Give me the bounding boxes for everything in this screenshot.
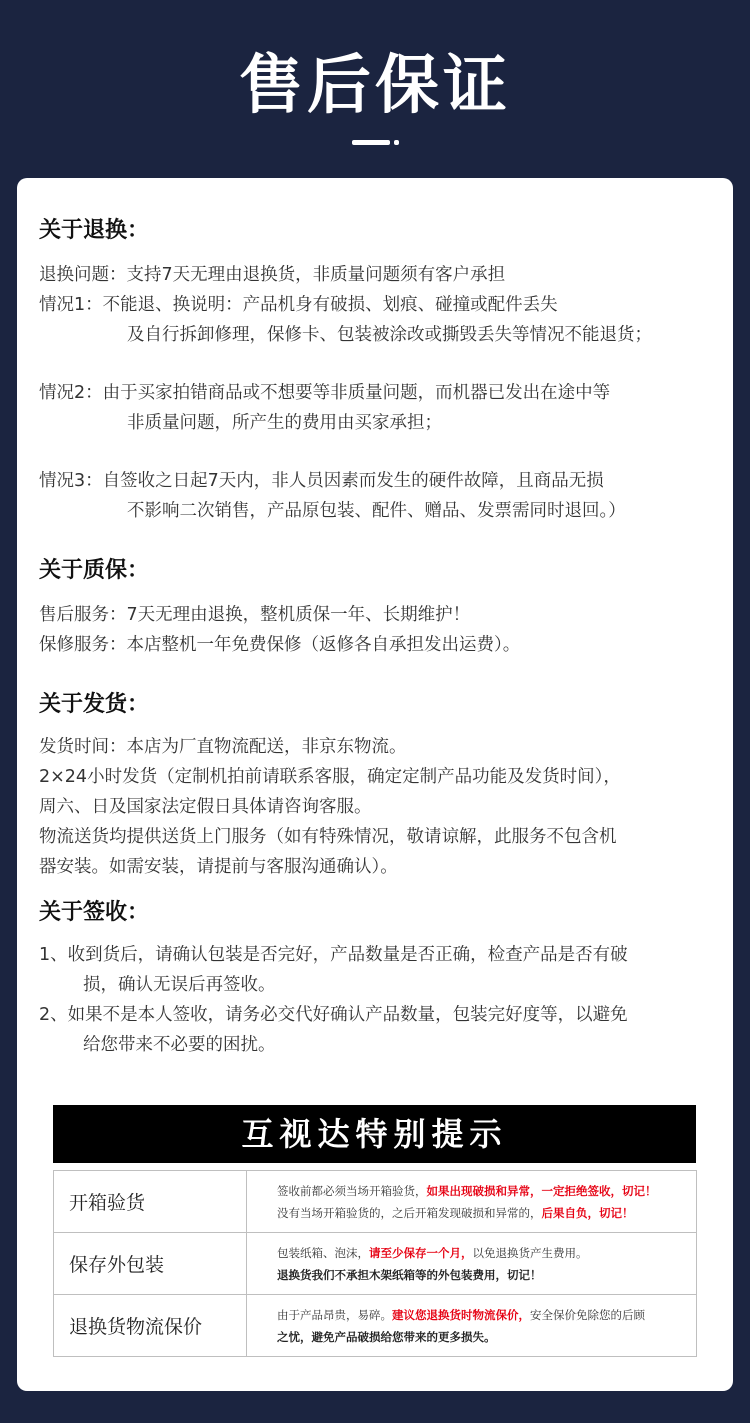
tip-warning: 请至少保存一个月， (369, 1245, 473, 1260)
shipping-line: 物流送货均提供送货上门服务（如有特殊情况，敬请谅解，此服务不包含机 (39, 827, 617, 847)
receipt-line: 1、收到货后，请确认包装是否完好，产品数量是否正确，检查产品是否有破 (39, 945, 628, 965)
tip-desc (247, 1171, 697, 1233)
warranty-line: 保修服务：本店整机一年免费保修（返修各自承担发出运费）。 (39, 635, 521, 655)
returns-line: 情况2：由于买家拍错商品或不想要等非质量问题，而机器已发出在途中等 (39, 383, 611, 403)
returns-line: 不影响二次销售，产品原包装、配件、赠品、发票需同时退回。） (127, 501, 626, 521)
special-tips-banner: 互视达特别提示 (53, 1105, 696, 1163)
tip-warning: 如果出现破损和异常，一定拒绝签收，切记！ (426, 1183, 657, 1198)
tips-table (53, 1170, 697, 1357)
receipt-line: 损，确认无误后再签收。 (83, 975, 276, 995)
returns-line: 情况3：自签收之日起7天内，非人员因素而发生的硬件故障，且商品无损 (39, 471, 604, 491)
warranty-heading: 关于质保： (39, 558, 150, 583)
shipping-section (39, 690, 729, 882)
title-underline-dot (394, 140, 399, 145)
tip-warning: 建议您退换货时物流保价， (392, 1307, 530, 1322)
shipping-heading: 关于发货： (39, 692, 150, 717)
receipt-section (39, 898, 729, 1060)
table-row (54, 1171, 697, 1233)
returns-line: 及自行拆卸修理，保修卡、包装被涂改或撕毁丢失等情况不能退货； (127, 325, 652, 345)
title-underline (352, 140, 390, 145)
tip-text: 包装纸箱、泡沫， (277, 1245, 369, 1260)
tip-warning: 后果自负，切记！ (541, 1205, 634, 1220)
returns-section (39, 216, 729, 526)
tip-bold-text: 之忧，避免产品破损给您带来的更多损失。 (277, 1329, 496, 1344)
returns-line: 退换问题：支持7天无理由退换货，非质量问题须有客户承担 (39, 265, 506, 285)
returns-line: 情况1：不能退、换说明：产品机身有破损、划痕、碰撞或配件丢失 (39, 295, 558, 315)
tip-bold-text: 退换货我们不承担木架纸箱等的外包装费用，切记！ (277, 1267, 542, 1282)
returns-line: 非质量问题，所产生的费用由买家承担； (127, 413, 442, 433)
warranty-line: 售后服务：7天无理由退换，整机质保一年、长期维护！ (39, 605, 471, 625)
receipt-line: 2、如果不是本人签收，请务必交代好确认产品数量，包装完好度等，以避免 (39, 1005, 628, 1025)
tip-desc (247, 1295, 697, 1357)
tip-desc (247, 1233, 697, 1295)
table-row (54, 1295, 697, 1357)
content-card (17, 178, 733, 1391)
tip-label: 开箱验货 (54, 1171, 247, 1233)
shipping-line: 发货时间：本店为厂直物流配送，非京东物流。 (39, 737, 407, 757)
returns-heading: 关于退换： (39, 218, 150, 243)
table-row (54, 1233, 697, 1295)
tip-text: 由于产品昂贵，易碎。 (277, 1307, 392, 1322)
shipping-line: 2×24小时发货（定制机拍前请联系客服，确定定制产品功能及发货时间）， (39, 767, 621, 787)
receipt-line: 给您带来不必要的困扰。 (83, 1035, 276, 1055)
shipping-line: 器安装。如需安装，请提前与客服沟通确认）。 (39, 857, 398, 877)
tip-label: 退换货物流保价 (54, 1295, 247, 1357)
tip-text: 没有当场开箱验货的，之后开箱发现破损和异常的， (277, 1205, 542, 1220)
shipping-line: 周六、日及国家法定假日具体请咨询客服。 (39, 797, 372, 817)
warranty-section (39, 556, 729, 660)
tip-text: 安全保价免除您的后顾 (530, 1307, 645, 1322)
receipt-heading: 关于签收： (39, 900, 150, 925)
tip-text: 以免退换货产生费用。 (472, 1245, 588, 1260)
tip-label: 保存外包装 (54, 1233, 247, 1295)
page-title: 售后保证 (239, 49, 511, 123)
tip-text: 签收前都必须当场开箱验货， (277, 1183, 427, 1198)
